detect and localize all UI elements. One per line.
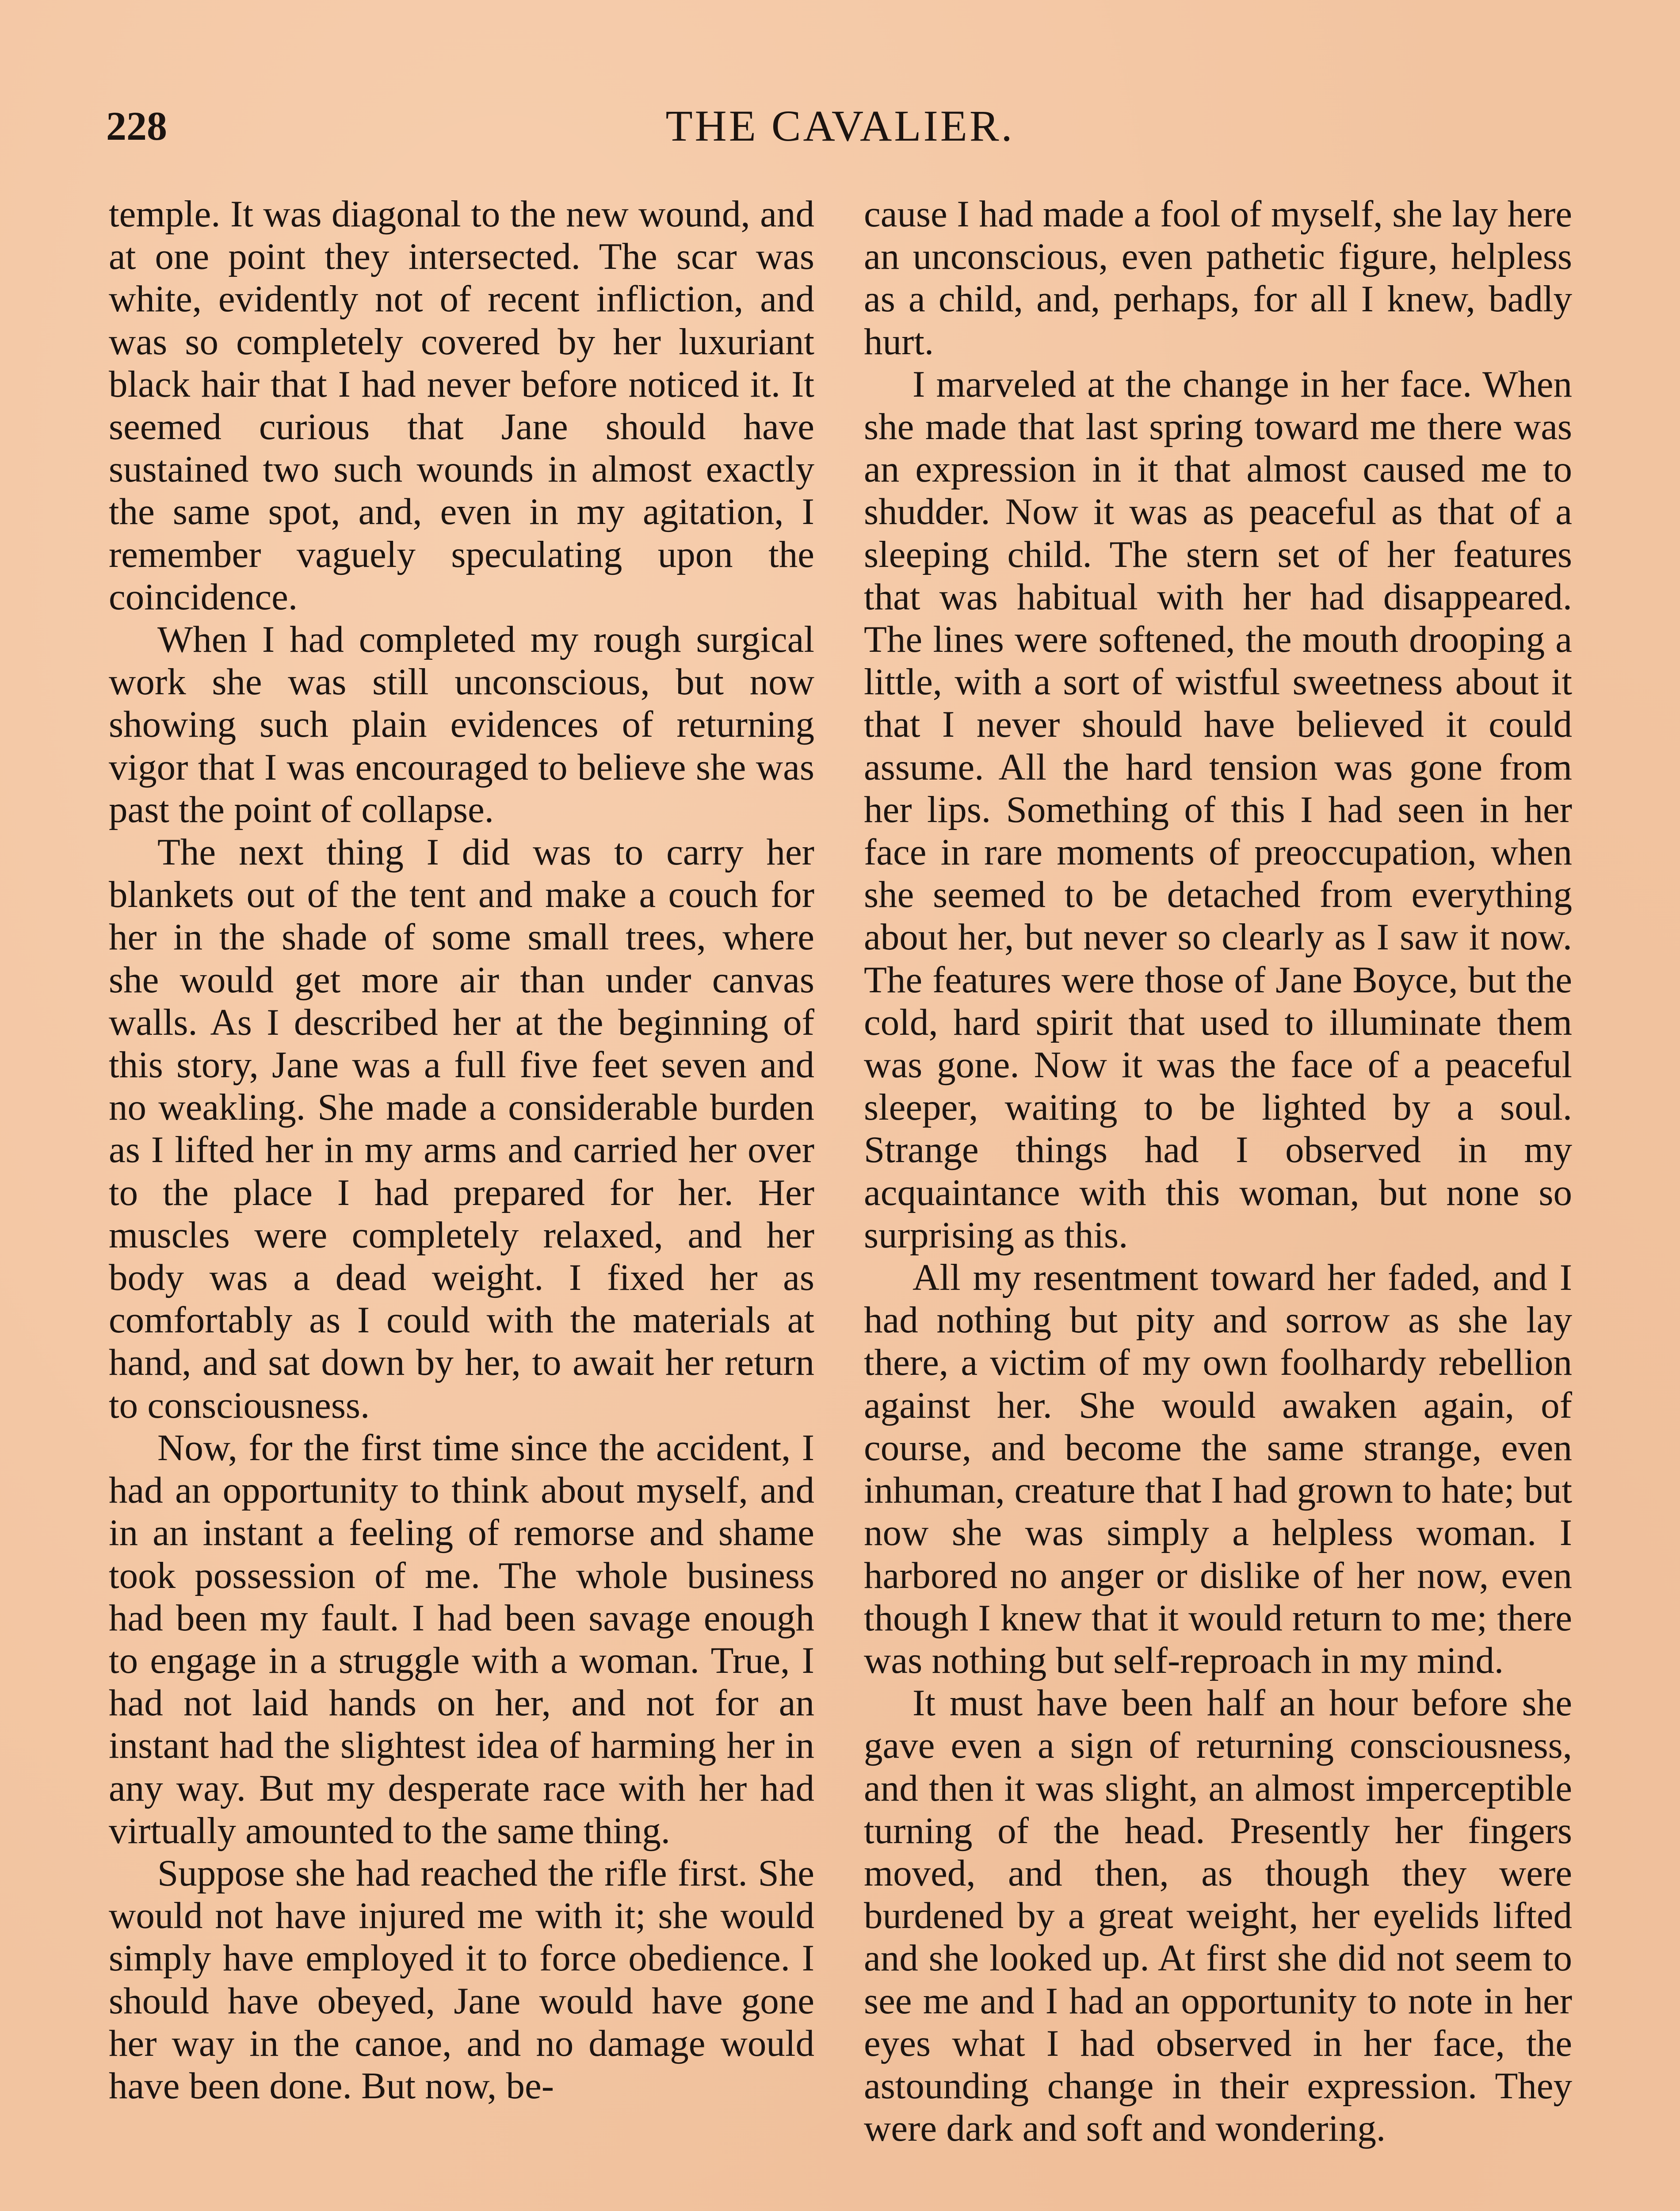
paragraph: All my resentment toward her faded, and I had nothing but pity and sorrow as she lay there, a victim of my own foolhardy rebellion against her. She would awaken again, of course, and become the same strange, even inhuman, creature that I had grown to hate; but now she was simply a helpless woman. I harbored no anger or dislike of her now, even though I knew that it would return to me; there was nothing but self-reproach in my mind. <box>864 1257 1572 1681</box>
paragraph: temple. It was diagonal to the new wound, and at one point they intersected. The scar was white, evidently not of recent infliction, and was so completely covered by her luxuriant black hair that I had never before noticed it. It seemed curious that Jane should have sustained two such wounds in almost exactly the same spot, and, even in my agitation, I remember vaguely speculating upon the coincidence. <box>109 193 814 618</box>
paragraph: Suppose she had reached the rifle first. She would not have injured me with it; she would simply have employed it to force obedience. I should have obeyed, Jane would have gone her way in the canoe, and no damage would have been done. But now, be- <box>109 1852 814 2107</box>
paragraph: It must have been half an hour before she gave even a sign of returning consciousness, and then it was slight, an almost imperceptible turning of the head. Presently her fingers moved, and then, as though they were burdened by a great weight, her eyelids lifted and she looked up. At first she did not seem to see me and I had an opportunity to note in her eyes what I had observed in her face, the astounding change in their expression. They were dark and soft and wondering. <box>864 1682 1572 2150</box>
right-column <box>864 193 1572 2150</box>
paragraph: When I had completed my rough surgical work she was still unconscious, but now showing such plain evidences of returning vigor that I was encouraged to believe she was past the point of collapse. <box>109 619 814 830</box>
page-number: 228 <box>106 103 167 149</box>
paragraph: The next thing I did was to carry her blankets out of the tent and make a couch for her in the shade of some small trees, where she would get more air than under canvas walls. As I described her at the beginning of this story, Jane was a full five feet seven and no weakling. She made a considerable burden as I lifted her in my arms and carried her over to the place I had prepared for her. Her muscles were completely relaxed, and her body was a dead weight. I fixed her as comfortably as I could with the materials at hand, and sat down by her, to await her return to consciousness. <box>109 831 814 1426</box>
paragraph: I marveled at the change in her face. When she made that last spring toward me there was an expression in it that almost caused me to shudder. Now it was as peaceful as that of a sleeping child. The stern set of her features that was habitual with her had disappeared. The lines were softened, the mouth drooping a little, with a sort of wistful sweetness about it that I never should have believed it could assume. All the hard tension was gone from her lips. Something of this I had seen in her face in rare moments of preoccupation, when she seemed to be detached from everything about her, but never so clearly as I saw it now. The features were those of Jane Boyce, but the cold, hard spirit that used to illuminate them was gone. Now it was the face of a peaceful sleeper, waiting to be lighted by a soul. Strange things had I observed in my acquaintance with this woman, but none so surprising as this. <box>864 363 1572 1256</box>
left-column <box>109 193 814 2107</box>
paragraph: Now, for the first time since the accident, I had an opportunity to think about myself, and in an instant a feeling of remorse and shame took possession of me. The whole business had been my fault. I had been savage enough to engage in a struggle with a woman. True, I had not laid hands on her, and not for an instant had the slightest idea of harming her in any way. But my desperate race with her had virtually amounted to the same thing. <box>109 1427 814 1851</box>
paragraph: cause I had made a fool of myself, she lay here an unconscious, even pathetic figure, helpless as a child, and, perhaps, for all I knew, badly hurt. <box>864 193 1572 363</box>
running-head: THE CAVALIER. <box>665 101 1015 150</box>
